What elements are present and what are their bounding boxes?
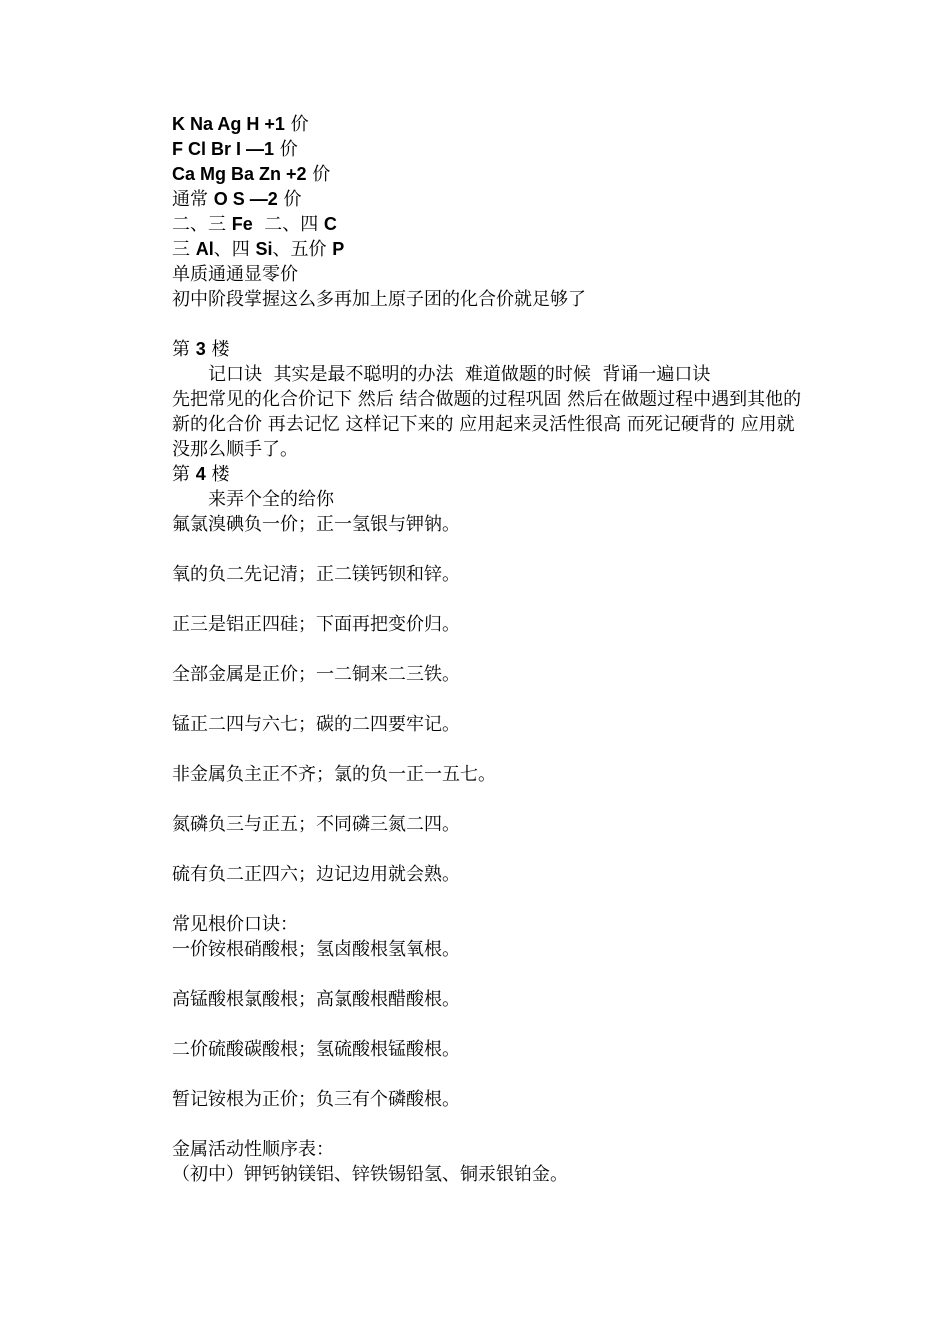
valence-line-7: 单质通通显零价	[172, 264, 298, 285]
valence-line-5: 二、三 Fe 二、四 C	[172, 214, 337, 235]
element-symbols: Ca Mg Ba Zn +2	[172, 164, 307, 184]
valence-line-2: F Cl Br I —1 价	[172, 139, 298, 160]
verse-line: 二价硫酸碳酸根；氢硫酸根锰酸根。	[172, 1039, 460, 1060]
verse-line: 氧的负二先记清；正二镁钙钡和锌。	[172, 564, 460, 585]
floor-3-first-line: 记口诀 其实是最不聪明的办法 难道做题的时候 背诵一遍口诀	[208, 364, 711, 385]
element-symbols: F Cl Br I —1	[172, 139, 275, 159]
verse-line: 氮磷负三与正五；不同磷三氮二四。	[172, 814, 460, 835]
spacer	[172, 312, 812, 337]
floor-4-intro: 来弄个全的给你	[208, 489, 334, 510]
valence-line-1: K Na Ag H +1 价	[172, 114, 309, 135]
document-page	[172, 112, 812, 1187]
verse-line: 氟氯溴碘负一价；正一氢银与钾钠。	[172, 514, 460, 535]
verse-line: 暂记铵根为正价；负三有个磷酸根。	[172, 1089, 460, 1110]
activity-series: （初中）钾钙钠镁铝、锌铁锡铅氢、铜汞银铂金。	[172, 1164, 568, 1185]
verse-line: 非金属负主正不齐；氯的负一正一五七。	[172, 764, 496, 785]
valence-line-8: 初中阶段掌握这么多再加上原子团的化合价就足够了	[172, 289, 586, 310]
verse-line: 硫有负二正四六；边记边用就会熟。	[172, 864, 460, 885]
verse-line: 锰正二四与六七；碳的二四要牢记。	[172, 714, 460, 735]
floor-4-label: 第 4 楼	[172, 464, 230, 485]
element-symbols: K Na Ag H +1	[172, 114, 285, 134]
floor-3-paragraph: 先把常见的化合价记下 然后 结合做题的过程巩固 然后在做题过程中遇到其他的新的化合价 再去记忆 这样记下来的 应用起来灵活性很高 而死记硬背的 应用就没那么顺手了。	[172, 389, 802, 460]
activity-title: 金属活动性顺序表：	[172, 1139, 334, 1160]
verse-line: 高锰酸根氯酸根；高氯酸根醋酸根。	[172, 989, 460, 1010]
floor-3-label: 第 3 楼	[172, 339, 230, 360]
element-symbols: O S —2	[213, 189, 278, 209]
radicals-title: 常见根价口诀：	[172, 914, 298, 935]
valence-line-3: Ca Mg Ba Zn +2 价	[172, 164, 331, 185]
valence-line-6: 三 Al、四 Si、五价 P	[172, 239, 345, 260]
verse-line: 一价铵根硝酸根；氢卤酸根氢氧根。	[172, 939, 460, 960]
verse-line: 全部金属是正价；一二铜来二三铁。	[172, 664, 460, 685]
verse-line: 正三是铝正四硅；下面再把变价归。	[172, 614, 460, 635]
valence-line-4: 通常 O S —2 价	[172, 189, 302, 210]
